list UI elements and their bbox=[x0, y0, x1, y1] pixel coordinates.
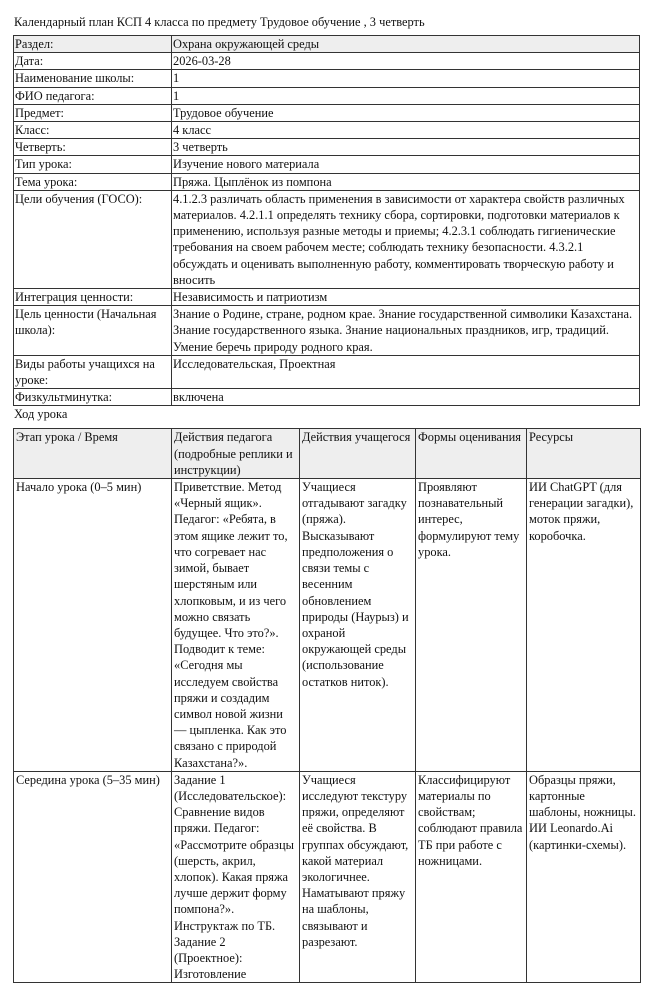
info-row bbox=[14, 87, 640, 104]
info-value: 1 bbox=[172, 70, 640, 87]
lesson-row bbox=[14, 479, 641, 772]
info-value: 3 четверть bbox=[172, 139, 640, 156]
lesson-header-cell: Действия педагога (подробные реплики и инструкции) bbox=[172, 429, 300, 479]
lesson-header-cell: Действия учащегося bbox=[300, 429, 416, 479]
lesson-header-row bbox=[14, 429, 641, 479]
info-value: Знание о Родине, стране, родном крае. Знание государственной символики Казахстана. Знание государственного языка. Знание национальных праздников, игр, традиций. Умение беречь природу родного края. bbox=[172, 306, 640, 356]
info-row bbox=[14, 36, 640, 53]
lesson-cell: Учащиеся отгадывают загадку (пряжа). Высказывают предположения о связи темы с весенним обновлением природы (Наурыз) и охраной окружающей среды (использование остатков ниток). bbox=[300, 479, 416, 772]
info-row bbox=[14, 190, 640, 288]
info-value: включена bbox=[172, 389, 640, 406]
info-key: Интеграция ценности: bbox=[14, 289, 172, 306]
info-table bbox=[13, 35, 640, 406]
lesson-flow-table bbox=[13, 428, 641, 983]
info-row bbox=[14, 139, 640, 156]
info-key: Физкультминутка: bbox=[14, 389, 172, 406]
info-key: Виды работы учащихся на уроке: bbox=[14, 355, 172, 388]
lesson-cell: ИИ ChatGPT (для генерации загадки), моток пряжи, коробочка. bbox=[527, 479, 641, 772]
info-row bbox=[14, 173, 640, 190]
info-row bbox=[14, 156, 640, 173]
info-row bbox=[14, 53, 640, 70]
info-key: Наименование школы: bbox=[14, 70, 172, 87]
lesson-cell: Начало урока (0–5 мин) bbox=[14, 479, 172, 772]
info-value: 2026-03-28 bbox=[172, 53, 640, 70]
info-key: Четверть: bbox=[14, 139, 172, 156]
lesson-header-cell: Этап урока / Время bbox=[14, 429, 172, 479]
lesson-cell: Задание 1 (Исследовательское): Сравнение видов пряжи. Педагог: «Рассмотрите образцы (шерсть, акрил, хлопок). Какая пряжа лучше держит форму помпона?». Инструктаж по ТБ. Задание 2 (Проектное): Изготовление bbox=[172, 771, 300, 983]
lesson-cell: Проявляют познавательный интерес, формулируют тему урока. bbox=[416, 479, 527, 772]
info-key: Дата: bbox=[14, 53, 172, 70]
lesson-row bbox=[14, 771, 641, 983]
info-row bbox=[14, 355, 640, 388]
info-value: 4 класс bbox=[172, 122, 640, 139]
info-key: Цель ценности (Начальная школа): bbox=[14, 306, 172, 356]
info-row bbox=[14, 389, 640, 406]
info-row bbox=[14, 104, 640, 121]
info-value: Охрана окружающей среды bbox=[172, 36, 640, 53]
lesson-header-cell: Формы оценивания bbox=[416, 429, 527, 479]
info-row bbox=[14, 70, 640, 87]
lesson-cell: Середина урока (5–35 мин) bbox=[14, 771, 172, 983]
info-value: Трудовое обучение bbox=[172, 104, 640, 121]
info-value: Исследовательская, Проектная bbox=[172, 355, 640, 388]
info-key: Цели обучения (ГОСО): bbox=[14, 190, 172, 288]
info-value: 4.1.2.3 различать область применения в зависимости от характера свойств различных материалов. 4.2.1.1 определять технику сбора, сортировки, подготовки материалов к применению, используя разные методы и приемы; 4.2.3.1 соблюдать гигиенические требования на своем рабочем месте; соблюдать технику безопасности. 4.3.2.1 обсуждать и оценивать выполненную работу, комментировать творческую работу и вносить bbox=[172, 190, 640, 288]
info-row bbox=[14, 122, 640, 139]
lesson-cell: Классифицируют материалы по свойствам; соблюдают правила ТБ при работе с ножницами. bbox=[416, 771, 527, 983]
info-key: Предмет: bbox=[14, 104, 172, 121]
info-value: 1 bbox=[172, 87, 640, 104]
info-key: Класс: bbox=[14, 122, 172, 139]
info-value: Пряжа. Цыплёнок из помпона bbox=[172, 173, 640, 190]
info-key: ФИО педагога: bbox=[14, 87, 172, 104]
lesson-cell: Приветствие. Метод «Черный ящик». Педагог: «Ребята, в этом ящике лежит то, что согревает нас зимой, бывает шерстяным или хлопковым, и из чего можно связать будущее. Что это?». Подводит к теме: «Сегодня мы исследуем свойства пряжи и создадим символ новой жизни — цыпленка. Как это связано с природой Казахстана?». bbox=[172, 479, 300, 772]
info-key: Тема урока: bbox=[14, 173, 172, 190]
info-value: Независимость и патриотизм bbox=[172, 289, 640, 306]
lesson-header-cell: Ресурсы bbox=[527, 429, 641, 479]
lesson-flow-label: Ход урока bbox=[14, 407, 68, 422]
info-row bbox=[14, 289, 640, 306]
lesson-cell: Образцы пряжи, картонные шаблоны, ножницы. ИИ Leonardo.Ai (картинки-схемы). bbox=[527, 771, 641, 983]
lesson-cell: Учащиеся исследуют текстуру пряжи, определяют её свойства. В группах обсуждают, какой материал экологичнее. Наматывают пряжу на шаблоны, связывают и разрезают. bbox=[300, 771, 416, 983]
info-row bbox=[14, 306, 640, 356]
info-value: Изучение нового материала bbox=[172, 156, 640, 173]
info-key: Раздел: bbox=[14, 36, 172, 53]
info-key: Тип урока: bbox=[14, 156, 172, 173]
document-title: Календарный план КСП 4 класса по предмету Трудовое обучение , 3 четверть bbox=[14, 15, 425, 29]
lesson-plan-page bbox=[13, 11, 640, 983]
